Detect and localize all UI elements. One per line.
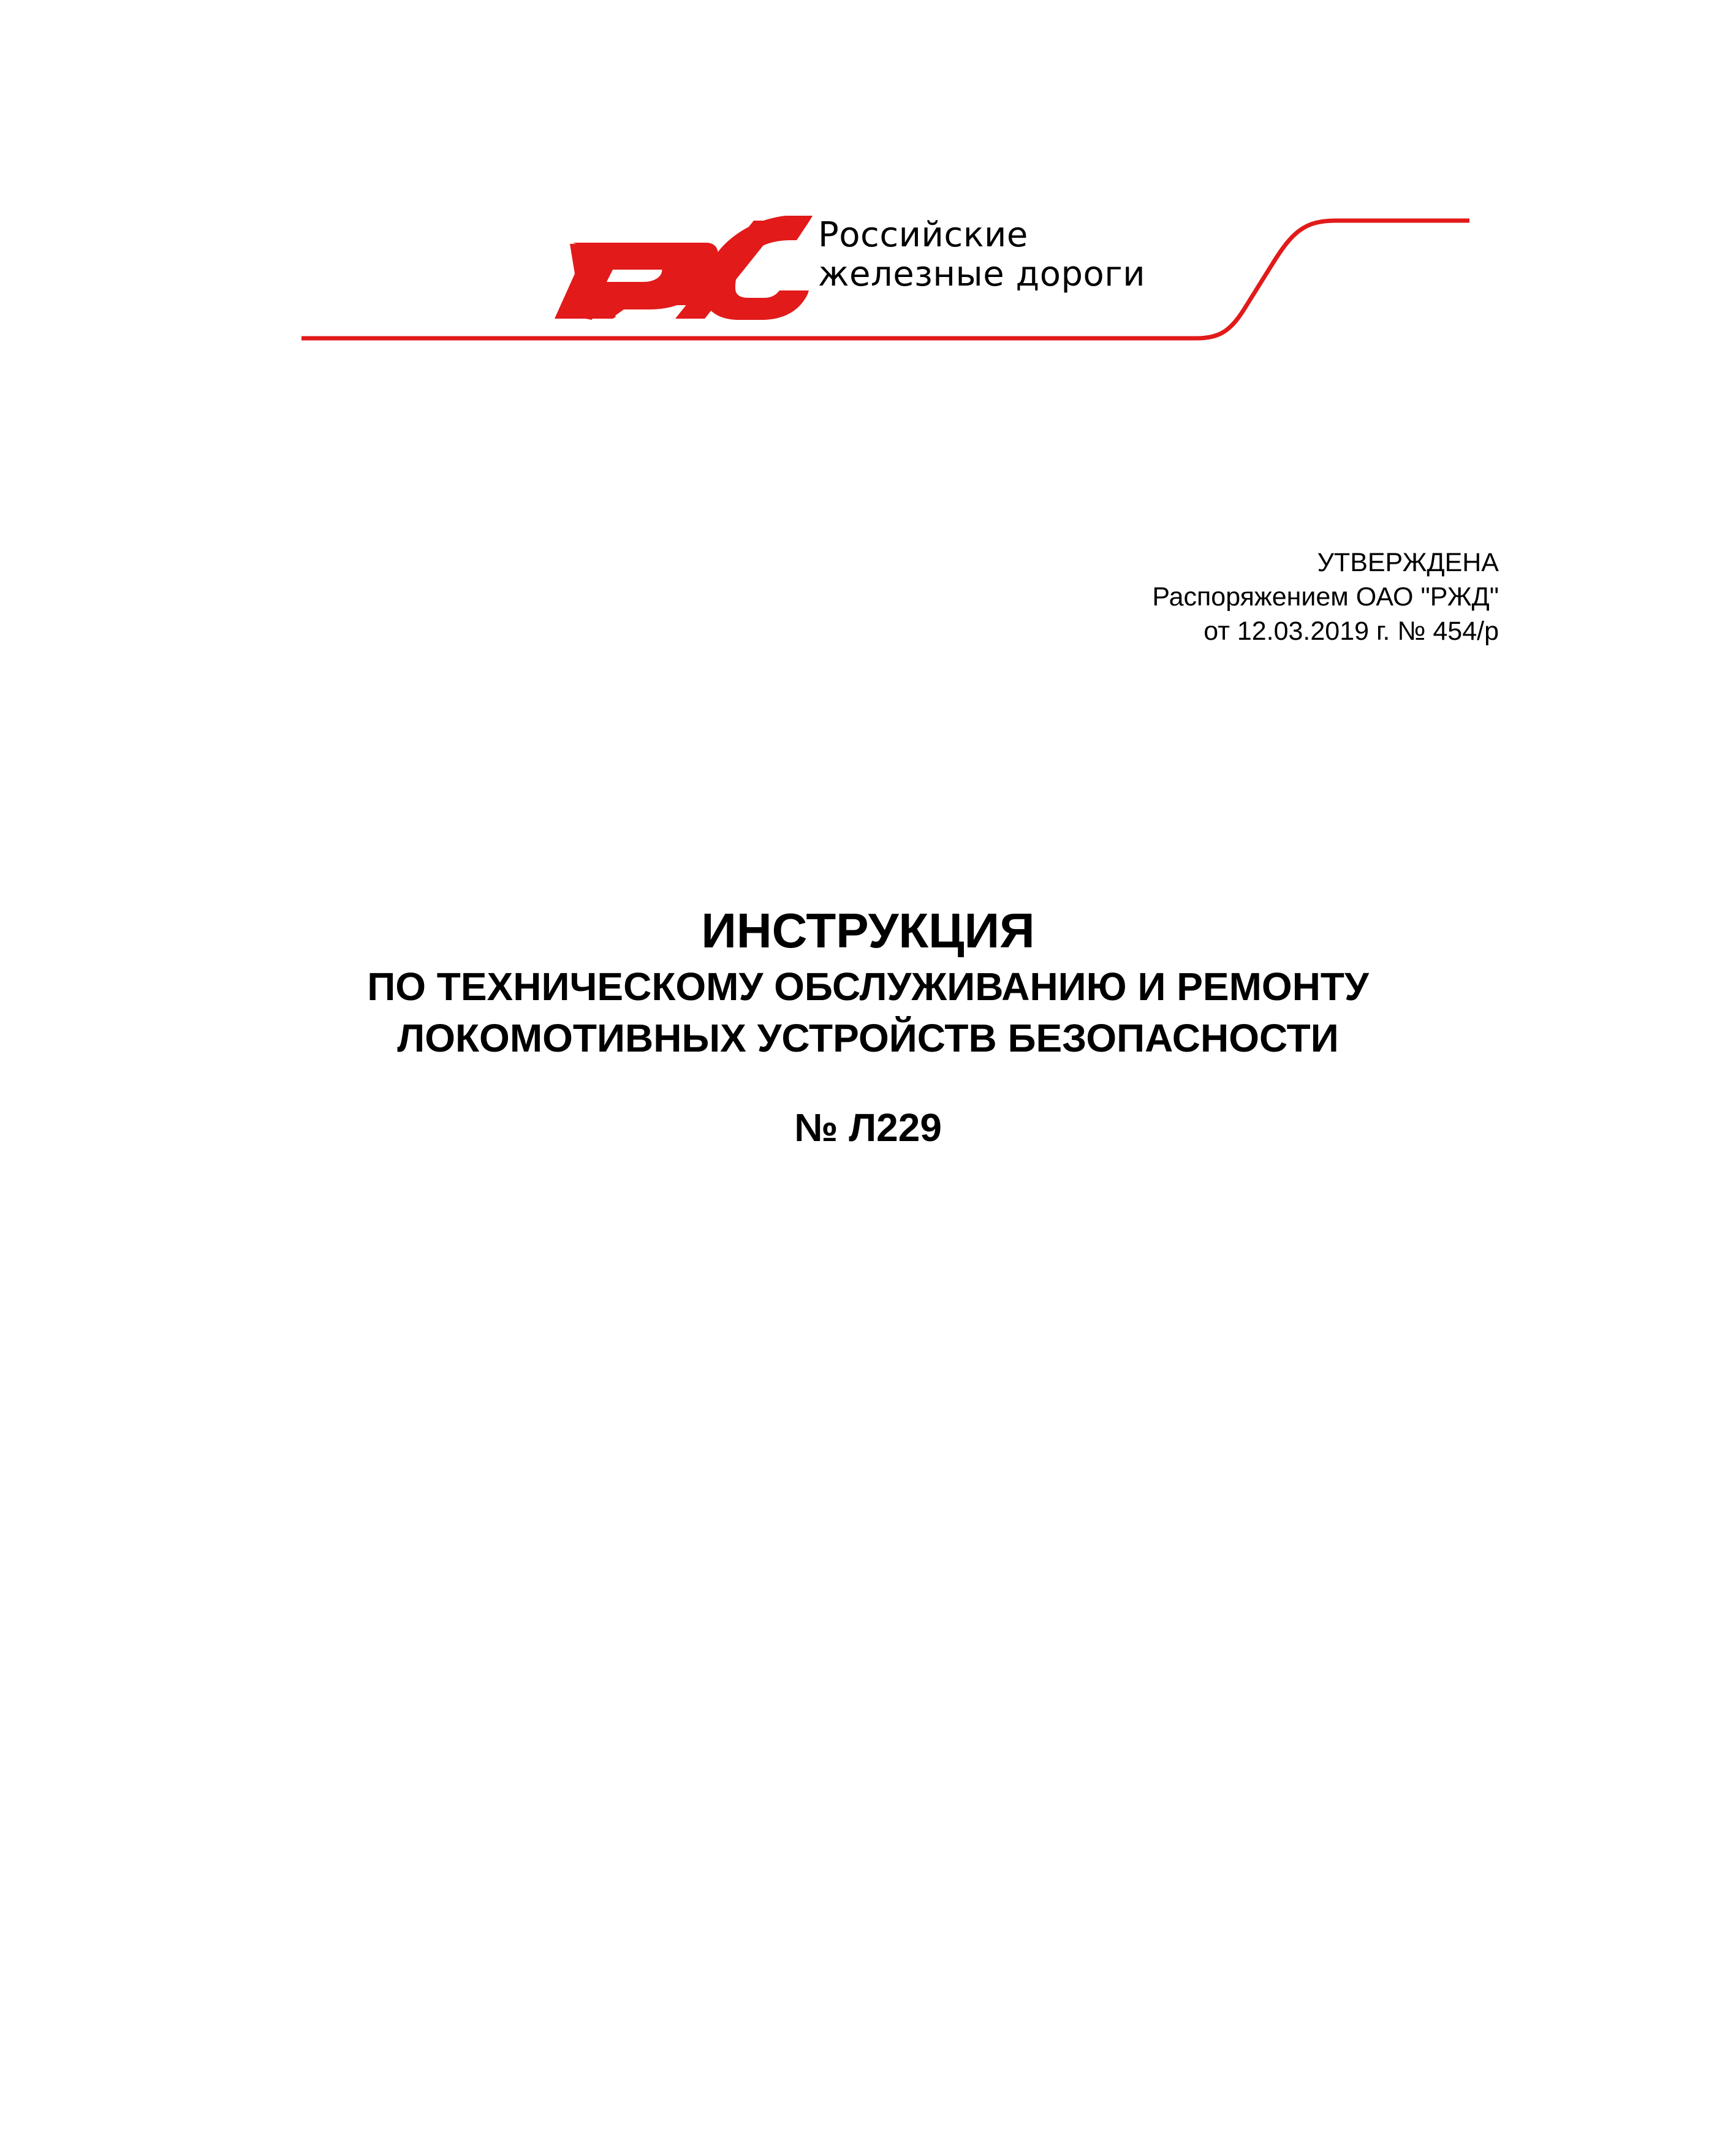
- document-title-sub2: ЛОКОМОТИВНЫХ УСТРОЙСТВ БЕЗОПАСНОСТИ: [397, 1016, 1339, 1060]
- approval-line-order: Распоряжением ОАО "РЖД": [1152, 582, 1499, 612]
- document-title-main: ИНСТРУКЦИЯ: [701, 903, 1035, 958]
- rzd-monogram: [555, 216, 813, 320]
- approval-line-approved: УТВЕРЖДЕНА: [1317, 548, 1499, 577]
- document-number: № Л229: [794, 1106, 942, 1150]
- document-title: [0, 901, 1736, 1064]
- document-title-sub1: ПО ТЕХНИЧЕСКОМУ ОБСЛУЖИВАНИЮ И РЕМОНТУ: [367, 965, 1369, 1009]
- approval-stamp: [1152, 545, 1499, 648]
- header-logo-block: [0, 0, 1736, 368]
- brand-name-line1: Российские: [818, 215, 1028, 255]
- brand-name-line2: железные дороги: [818, 254, 1146, 294]
- brand-name: [818, 216, 1145, 294]
- approval-line-date: от 12.03.2019 г. № 454/р: [1203, 616, 1499, 646]
- rzd-logo-icon: [0, 0, 1736, 368]
